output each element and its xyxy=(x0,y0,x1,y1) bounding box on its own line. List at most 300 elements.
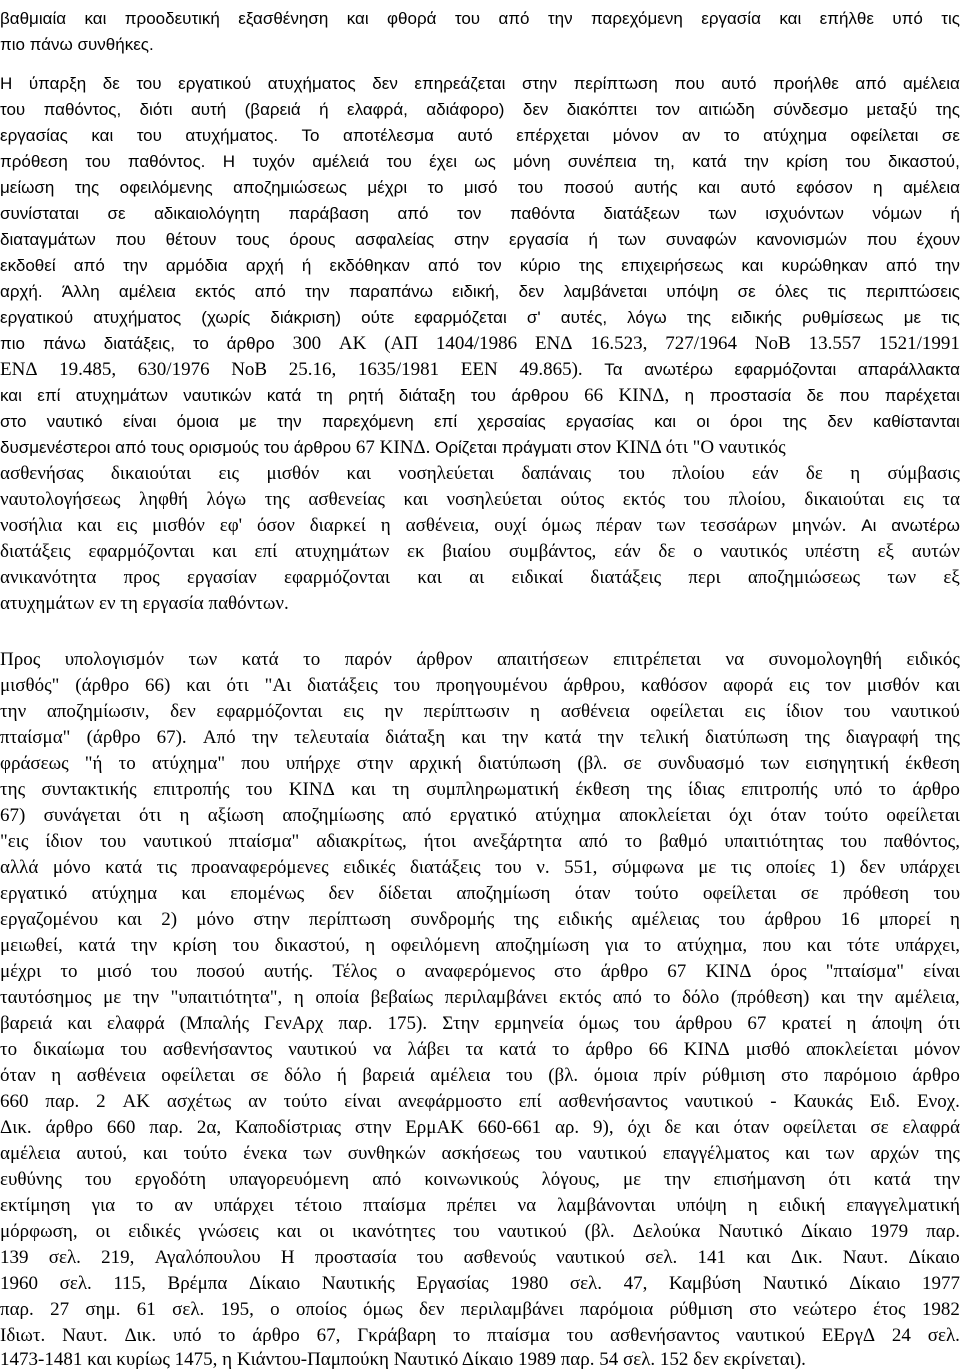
text-word: Δίκαιο xyxy=(908,1247,960,1268)
text-word: τον xyxy=(477,256,502,275)
text-word: υπαιτιότητας xyxy=(724,831,824,852)
text-word: 16 xyxy=(840,909,860,930)
text-word: ειδικής xyxy=(557,909,613,930)
text-word: και xyxy=(346,9,369,28)
text-line xyxy=(0,881,960,907)
text-word: επηρεάζεται xyxy=(414,74,506,93)
text-word: του xyxy=(517,178,544,197)
text-word: τις xyxy=(156,857,177,878)
text-word: δεν xyxy=(418,1299,445,1320)
text-word: εργασίαν xyxy=(186,567,257,588)
text-word: αδιακρίτως, xyxy=(316,831,407,852)
text-word: δεν xyxy=(522,100,549,119)
text-word: από xyxy=(428,256,460,275)
text-word: αμέλεια xyxy=(118,282,176,301)
text-word: παρ. xyxy=(0,1299,34,1320)
text-word: φθορά xyxy=(387,9,437,28)
text-word: 660 xyxy=(106,1117,136,1138)
text-word: σε xyxy=(737,282,756,301)
text-word: ασθένεια xyxy=(76,1065,146,1086)
text-word: με xyxy=(103,987,122,1008)
text-word: υπό xyxy=(892,9,923,28)
text-segment: ατυχημάτων εν τη εργασία παθόντων. xyxy=(0,593,289,614)
text-word: ότι xyxy=(937,1013,960,1034)
text-word: ασθενείας xyxy=(308,489,385,510)
text-line xyxy=(0,1037,960,1063)
text-word: και xyxy=(779,9,802,28)
text-word: 1982 xyxy=(921,1299,960,1320)
text-line xyxy=(0,1245,960,1271)
text-word: οι xyxy=(696,412,710,431)
text-word: ή xyxy=(319,100,329,119)
text-word: το xyxy=(644,935,662,956)
text-word: οφειλόμενη xyxy=(390,935,480,956)
text-word: ο xyxy=(693,541,703,562)
text-word: ατύχημα, xyxy=(676,935,748,956)
text-word: εργασία xyxy=(508,230,569,249)
text-word: 1980 xyxy=(510,1273,549,1294)
text-word: παρόν xyxy=(344,649,392,670)
text-word: εκτός xyxy=(622,489,666,510)
text-word: άρθρου, xyxy=(563,675,626,696)
text-word: έχει xyxy=(429,152,457,171)
text-word: μέχρι xyxy=(367,178,408,197)
text-word: προήλθε xyxy=(773,74,839,93)
text-word: του xyxy=(136,126,162,145)
text-line xyxy=(0,565,960,591)
text-word: εκ xyxy=(406,541,425,562)
text-word: όταν xyxy=(0,1065,36,1086)
text-word: και xyxy=(143,1143,168,1164)
text-word: ποσού xyxy=(196,961,245,982)
text-segment: ΚΙΝΔ ότι "Ο ναυτικός xyxy=(615,437,786,458)
text-word: συνέπεια xyxy=(567,152,637,171)
text-word: η xyxy=(365,935,376,956)
text-word: 67 xyxy=(667,961,687,982)
text-word: μισό xyxy=(463,178,498,197)
text-word: αν xyxy=(248,1091,267,1112)
text-word: ναυτικού xyxy=(578,1143,647,1164)
text-word: ειδικός xyxy=(906,649,960,670)
text-line xyxy=(0,1011,960,1037)
text-word: χερσαίας xyxy=(477,412,546,431)
text-word: περιλαμβάνει xyxy=(444,987,548,1008)
text-word: άρθρο xyxy=(585,1039,633,1060)
text-word: ατυχημάτων xyxy=(75,386,168,405)
text-word: εισηγητική xyxy=(805,753,890,774)
text-word: πταίσμα xyxy=(487,1325,550,1346)
text-word: η xyxy=(51,1065,62,1086)
text-word: (βλ. xyxy=(548,1065,579,1086)
text-word: μείωση xyxy=(0,178,55,197)
text-word: μεταξύ xyxy=(866,100,918,119)
text-word: οι xyxy=(95,1221,111,1242)
text-word: της xyxy=(934,727,960,748)
text-word: 175). xyxy=(387,1013,428,1034)
text-word: της xyxy=(74,178,100,197)
text-word: διαταγμάτων xyxy=(0,230,96,249)
text-word: να xyxy=(517,1195,537,1216)
text-word: ελαφρά xyxy=(106,1013,165,1034)
text-word: μισό xyxy=(96,961,132,982)
text-word: τελευταία xyxy=(294,727,370,748)
text-word: Ενοχ. xyxy=(917,1091,960,1112)
text-word: ειδικές xyxy=(343,857,396,878)
text-word: και xyxy=(695,1117,720,1138)
text-word: Εργασίας xyxy=(416,1273,489,1294)
text-word: την xyxy=(933,1169,960,1190)
text-line xyxy=(0,227,960,253)
text-word: 13.557 xyxy=(808,333,861,354)
text-word: άρθρο xyxy=(226,334,275,353)
text-word: της xyxy=(935,100,960,119)
text-word: την xyxy=(664,1169,691,1190)
text-word: παρέχεται xyxy=(884,386,960,405)
text-word: ναυτικού xyxy=(684,1091,754,1112)
text-word: επέρχεται xyxy=(516,126,590,145)
text-word: θέτουν xyxy=(165,230,217,249)
text-word: που xyxy=(762,935,792,956)
text-word: άποψη xyxy=(871,1013,923,1034)
text-word: 16.523, xyxy=(590,333,648,354)
text-word: εις xyxy=(788,675,810,696)
text-word: δε xyxy=(805,463,823,484)
text-word: αποζημίωση xyxy=(456,883,551,904)
text-word: επί xyxy=(434,412,458,431)
text-word: και xyxy=(741,256,764,275)
text-word: ανικανότητα xyxy=(0,567,97,588)
text-word: της xyxy=(0,779,26,800)
text-word: υπάρχει xyxy=(213,1195,274,1216)
text-word: που xyxy=(115,230,146,249)
text-word: ότι xyxy=(138,805,162,826)
text-segment: 67 ΚΙΝΔ. xyxy=(355,437,431,458)
text-word: ασθενήσαντος xyxy=(558,1091,668,1112)
text-word: Ναυτ. xyxy=(842,1247,889,1268)
text-word: διότι xyxy=(139,100,173,119)
text-word: Δίκαιο xyxy=(800,1221,853,1242)
text-word: (χωρίς xyxy=(201,308,251,327)
text-word: άρθρον xyxy=(416,649,473,670)
text-word: εις xyxy=(218,463,240,484)
text-word: 27 xyxy=(50,1299,70,1320)
text-word: μόνη xyxy=(513,152,551,171)
text-word: η xyxy=(846,1013,857,1034)
text-word: πλοίου, xyxy=(728,489,786,510)
text-word: όρος xyxy=(770,961,807,982)
text-word: ναυτικού xyxy=(143,831,212,852)
text-word: αποζημιώσεως xyxy=(233,178,347,197)
text-word: παρ. xyxy=(338,1013,373,1034)
text-word: 49.865). xyxy=(519,359,583,380)
text-line xyxy=(0,32,960,58)
text-line xyxy=(0,647,960,673)
text-word: το xyxy=(624,831,642,852)
text-word: Αγαλόπουλου xyxy=(154,1247,261,1268)
text-word: βαθμό xyxy=(658,831,708,852)
text-word: είναι xyxy=(122,412,157,431)
text-word: 1521/1991 xyxy=(878,333,960,354)
text-word: διαγραφή xyxy=(845,727,919,748)
text-word: νοσηλεύεται xyxy=(446,489,543,510)
text-word: δόλο xyxy=(284,1065,322,1086)
text-word: τα xyxy=(465,1039,484,1060)
text-word: 1977 xyxy=(921,1273,960,1294)
text-word: διατάξεις xyxy=(307,675,378,696)
text-word: δικαστού, xyxy=(274,935,350,956)
text-word: ρυθμίσεως xyxy=(802,308,884,327)
text-line xyxy=(0,201,960,227)
text-word: των xyxy=(188,649,218,670)
text-word: δεν xyxy=(170,701,196,722)
text-line xyxy=(0,1115,960,1141)
text-line xyxy=(0,1141,960,1167)
text-word: υπό xyxy=(833,779,863,800)
text-word: Στην xyxy=(442,1013,480,1034)
text-word: μόνο xyxy=(196,909,235,930)
text-word: τον xyxy=(655,100,680,119)
text-word: εργατικού xyxy=(178,74,252,93)
text-word: ΚΙΝΔ, xyxy=(618,385,670,406)
text-word: Γκράβαρη xyxy=(357,1325,437,1346)
text-word: αμέλεια xyxy=(902,74,960,93)
text-word: οποίες xyxy=(765,857,815,878)
text-word: εφαρμόζονται xyxy=(216,701,323,722)
text-word: Βρέμπα xyxy=(167,1273,228,1294)
text-word: η xyxy=(747,1195,758,1216)
text-word: μειωθεί, xyxy=(0,935,63,956)
text-word: την xyxy=(856,987,884,1008)
text-segment: Ορίζεται πράγματι στον xyxy=(430,438,616,457)
text-word: ατυχημάτων xyxy=(294,541,390,562)
text-word: 66) xyxy=(145,675,171,696)
text-word: οφείλεται xyxy=(650,701,724,722)
text-word: όροι xyxy=(729,412,763,431)
text-word: κατά xyxy=(78,935,116,956)
text-word: Ναυτικό xyxy=(762,1273,828,1294)
text-word: όλες xyxy=(774,282,809,301)
text-word: που xyxy=(674,74,705,93)
text-word: αμέλεια xyxy=(0,1143,61,1164)
text-word: από xyxy=(885,256,917,275)
text-word: στην xyxy=(253,909,290,930)
text-word: συναφών xyxy=(665,230,737,249)
text-word: των xyxy=(760,753,790,774)
text-word: Ιδιωτ. xyxy=(0,1325,46,1346)
text-word: δικαστού, xyxy=(887,152,960,171)
text-word: καθόσον xyxy=(640,675,708,696)
text-word: ναυτικού xyxy=(891,701,960,722)
text-word: σελ. xyxy=(172,1299,205,1320)
text-word: αρχή xyxy=(245,256,284,275)
text-word: ασθένεια xyxy=(560,701,630,722)
text-word: εάν xyxy=(614,541,641,562)
text-word: επαγγέλματος xyxy=(662,1143,770,1164)
text-word: ΕΝΔ xyxy=(534,333,573,354)
text-word: συνδυασμό xyxy=(657,753,745,774)
text-word: αξίωση xyxy=(207,805,265,826)
text-line xyxy=(0,777,960,803)
text-word: οφείλεται xyxy=(850,126,919,145)
text-word: 139 xyxy=(0,1247,29,1268)
text-word: αδικαιολόγητη xyxy=(154,204,261,223)
text-word: τις xyxy=(941,308,960,327)
text-word: κατά xyxy=(241,649,279,670)
text-word: ασθενήσαντος xyxy=(162,1039,273,1060)
text-word: αμέλεια xyxy=(903,178,960,197)
text-word: και xyxy=(212,541,237,562)
text-word: Η xyxy=(0,74,13,93)
text-word: Άλλη xyxy=(61,282,100,301)
text-word: εις xyxy=(744,701,766,722)
text-word: συντακτικής xyxy=(41,779,137,800)
text-word: ναυτικού xyxy=(288,1039,357,1060)
text-word: όταν xyxy=(574,883,611,904)
text-word: της xyxy=(782,412,807,431)
text-word: ασχέτως xyxy=(166,1091,232,1112)
text-word: οφειλόμενης xyxy=(119,178,213,197)
text-word: διατάξεων xyxy=(603,204,680,223)
text-word: "Αι xyxy=(264,675,292,696)
text-word: κατά xyxy=(499,1039,537,1060)
text-word: ανεφάρμοστο xyxy=(397,1091,502,1112)
text-word: αυτών xyxy=(911,541,960,562)
text-word: δόλο xyxy=(682,987,720,1008)
text-word: συμβάντος, xyxy=(508,541,597,562)
text-word: για xyxy=(605,935,629,956)
text-word: "υπαιτιότητα", xyxy=(170,987,283,1008)
text-word: ως xyxy=(474,152,496,171)
text-word: (βαρειά xyxy=(244,100,301,119)
text-line xyxy=(0,1271,960,1297)
text-word: Ναυτ. xyxy=(62,1325,108,1346)
text-word: και xyxy=(91,126,114,145)
text-word: ναυτικός xyxy=(720,541,788,562)
text-word: παρόμοιο xyxy=(823,1065,897,1086)
text-word: Ναυτικό xyxy=(718,1221,783,1242)
text-word: κρατεί xyxy=(781,1013,832,1034)
text-word: ή xyxy=(336,1065,347,1086)
text-word: βαρειά xyxy=(0,1013,53,1034)
text-word: το xyxy=(552,1039,570,1060)
text-word: μισθός" xyxy=(0,675,60,696)
text-word: ασθενήσας xyxy=(0,463,84,484)
text-word: δε xyxy=(658,541,676,562)
text-word: 66 xyxy=(648,1039,668,1060)
text-word: έτος xyxy=(872,1299,906,1320)
text-word: του xyxy=(470,386,496,405)
text-word: αυτού, xyxy=(76,1143,128,1164)
text-word: αν xyxy=(174,1195,193,1216)
text-word: μισθό xyxy=(745,1039,790,1060)
text-word: εξασθένηση xyxy=(238,9,329,28)
text-word: παραπάνω xyxy=(348,282,433,301)
text-word: ληφθή xyxy=(138,489,188,510)
text-word: (πρόθεση) xyxy=(730,987,810,1008)
text-word: από xyxy=(254,282,286,301)
text-word: τη, xyxy=(653,152,675,171)
text-line xyxy=(0,71,960,97)
text-word: όχι xyxy=(729,805,753,826)
text-word: ΝοΒ xyxy=(754,333,791,354)
text-word: τελική xyxy=(639,727,689,748)
text-word: νοσήλια xyxy=(0,515,63,536)
text-word: του xyxy=(150,961,178,982)
text-word: όχι xyxy=(627,1117,651,1138)
text-word: τυχόν xyxy=(252,152,295,171)
text-word: Η xyxy=(222,152,236,171)
text-line xyxy=(0,1193,960,1219)
text-word: ναυτολογήσεως xyxy=(0,489,121,510)
text-word: (Μπαλής xyxy=(179,1013,249,1034)
text-word: αν xyxy=(681,126,701,145)
text-word: του xyxy=(683,489,711,510)
text-word: ασκήσεως xyxy=(441,1143,520,1164)
text-word: του xyxy=(495,857,522,878)
text-word: αμέλειας xyxy=(631,909,700,930)
text-word: παθόντα xyxy=(509,204,575,223)
text-line xyxy=(0,829,960,855)
text-word: εκδόθηκαν xyxy=(329,256,410,275)
text-line xyxy=(0,279,960,305)
text-word: παράβαση xyxy=(288,204,369,223)
text-word: του xyxy=(85,1169,112,1190)
text-word: λαμβάνεται xyxy=(563,282,648,301)
text-word: Από xyxy=(202,727,236,748)
text-word: διαρκεί xyxy=(309,515,366,536)
text-word: (ΑΠ xyxy=(384,333,418,354)
text-word: εφαρμόζεται xyxy=(414,308,507,327)
text-word: σύμβασις xyxy=(887,463,960,484)
text-word: όσον xyxy=(257,515,295,536)
text-word: περιπτώσεις xyxy=(865,282,960,301)
text-line xyxy=(0,751,960,777)
text-word: όμοια xyxy=(176,412,219,431)
text-line xyxy=(0,673,960,699)
text-word: προστασία xyxy=(709,386,792,405)
text-word: ατύχημα xyxy=(91,883,158,904)
text-word: δεν xyxy=(372,74,398,93)
text-word: διατάξεις xyxy=(0,541,71,562)
text-word: τον xyxy=(825,675,852,696)
text-word: 2 xyxy=(96,1091,106,1112)
text-word: στο xyxy=(554,961,582,982)
text-word: παρεχόμενη xyxy=(321,412,414,431)
text-word: ΕΕργΔ xyxy=(821,1325,876,1346)
text-word: ρύθμιση xyxy=(669,1299,733,1320)
text-line xyxy=(0,725,960,751)
text-segment: 1473-1481 και κυρίως 1475, η Κιάντου-Παμπούκη Ναυτικό Δίκαιο 1989 παρ. 54 σελ. 152 δεν εκρίνεται). xyxy=(0,1349,806,1369)
text-segment: πιο πάνω συνθήκες. xyxy=(0,35,154,54)
text-line xyxy=(0,1063,960,1089)
text-word: 1) xyxy=(829,857,846,878)
text-word: αι xyxy=(469,567,485,588)
text-word: με xyxy=(698,857,717,878)
text-word: ότι xyxy=(226,675,249,696)
text-word: οφείλεται xyxy=(886,805,960,826)
text-word: και xyxy=(84,9,107,28)
text-word: 660-661 xyxy=(477,1117,542,1138)
text-word: ο xyxy=(396,961,406,982)
text-line xyxy=(0,383,960,409)
text-word: από xyxy=(498,9,530,28)
text-line xyxy=(0,487,960,513)
text-word: μισθόν xyxy=(266,463,320,484)
text-word: ή xyxy=(950,204,960,223)
text-word: "εις xyxy=(0,831,29,852)
text-word: 727/1964 xyxy=(665,333,737,354)
text-word: του xyxy=(245,779,273,800)
